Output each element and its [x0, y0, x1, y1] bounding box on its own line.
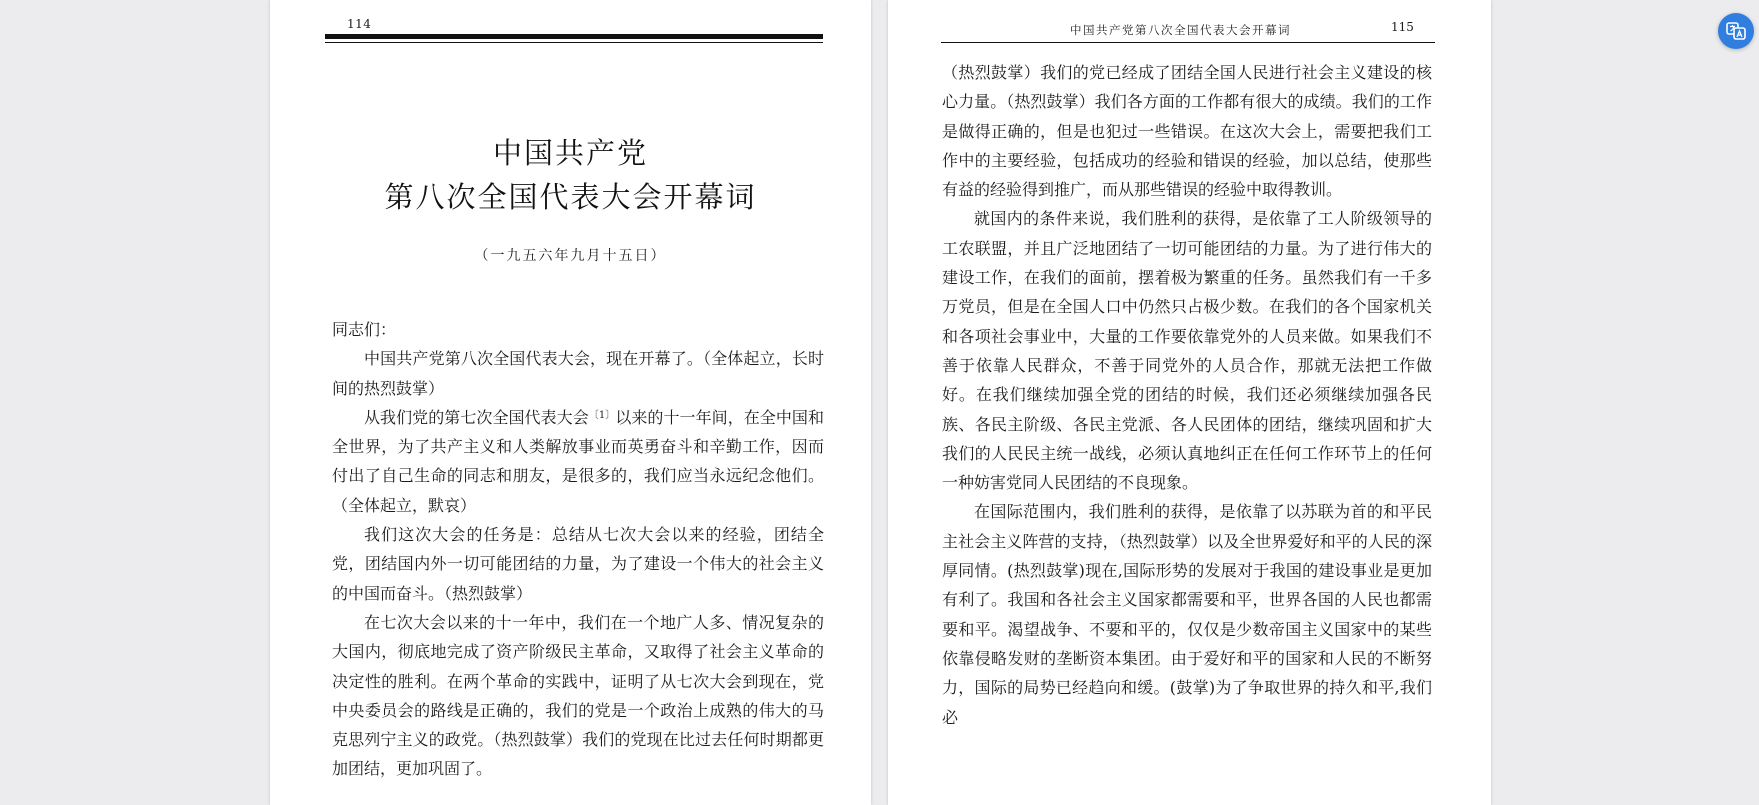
- paragraph: 在七次大会以来的十一年中，我们在一个地广人多、情况复杂的大国内，彻底地完成了资产阶级民主革命，又取得了社会主义革命的决定性的胜利。在两个革命的实践中，证明了从七次大会到现在，党中央委员会的路线是正确的，我们的党是一个政治上成熟的伟大的马克思列宁主义的政党。（热烈鼓掌）我们的党现在比过去任何时期都更加团结，更加巩固了。: [332, 612, 824, 779]
- salutation: 同志们：: [332, 320, 397, 339]
- header-rule-thin: [325, 42, 823, 43]
- paragraph: [332, 403, 824, 520]
- footnote-ref[interactable]: 〔1〕: [588, 409, 616, 421]
- paragraph-text: 以来的十一年间，在全中国和全世界，为了共产主义和人类解放事业而英勇奋斗和辛勤工作，因而付出了自己生命的同志和朋友，是很多的，我们应当永远纪念他们。（全体起立，默哀）: [332, 407, 824, 515]
- body-text-left: [332, 315, 824, 784]
- paragraph: 在国际范围内，我们胜利的获得，是依靠了以苏联为首的和平民主社会主义阵营的支持，（热烈鼓掌）以及全世界爱好和平的人民的深厚同情。(热烈鼓掌)现在,国际形势的发展对于我国的建设事业是更加有利了。我国和各社会主义国家都需要和平，世界各国的人民也都需要和平。渴望战争、不要和平的，仅仅是少数帝国主义国家中的某些依靠侵略发财的垄断资本集团。由于爱好和平的国家和人民的不断努力，国际的局势已经趋向和缓。(鼓掌)为了争取世界的持久和平,我们必: [942, 502, 1432, 727]
- document-date: （一九五六年九月十五日）: [474, 248, 667, 264]
- document-title-line2: 第八次全国代表大会开幕词: [384, 180, 757, 214]
- paragraph: 中国共产党第八次全国代表大会，现在开幕了。（全体起立，长时间的热烈鼓掌）: [332, 349, 824, 398]
- page-number: 114: [347, 17, 372, 31]
- header-rule-thick: [325, 34, 823, 39]
- translate-icon: [1725, 20, 1747, 42]
- page-number: 115: [1391, 20, 1414, 34]
- paragraph-text: 从我们党的第七次全国代表大会: [364, 407, 589, 427]
- translate-button[interactable]: [1718, 13, 1754, 49]
- running-head: 中国共产党第八次全国代表大会开幕词: [1070, 23, 1291, 37]
- page-114: [270, 0, 871, 805]
- document-title-line1: 中国共产党: [492, 136, 648, 170]
- paragraph: 就国内的条件来说，我们胜利的获得，是依靠了工人阶级领导的工农联盟，并且广泛地团结了一切可能团结的力量。为了进行伟大的建设工作，在我们的面前，摆着极为繁重的任务。虽然我们有一千多万党员，但是在全国人口中仍然只占极少数。在我们的各个国家机关和各项社会事业中，大量的工作要依靠党外的人员来做。如果我们不善于依靠人民群众，不善于同党外的人员合作，那就无法把工作做好。在我们继续加强全党的团结的时候，我们还必须继续加强各民族、各民主阶级、各民主党派、各人民团体的团结，继续巩固和扩大我们的人民民主统一战线，必须认真地纠正在任何工作环节上的任何一种妨害党同人民团结的不良现象。: [942, 209, 1432, 493]
- paragraph: （热烈鼓掌）我们的党已经成了团结全国人民进行社会主义建设的核心力量。（热烈鼓掌）我们各方面的工作都有很大的成绩。我们的工作是做得正确的，但是也犯过一些错误。在这次大会上，需要把我们工作中的主要经验，包括成功的经验和错误的经验，加以总结，使那些有益的经验得到推广，而从那些错误的经验中取得教训。: [942, 63, 1432, 200]
- header-rule: [941, 42, 1435, 43]
- page-115: [888, 0, 1491, 805]
- paragraph: 我们这次大会的任务是：总结从七次大会以来的经验，团结全党，团结国内外一切可能团结的力量，为了建设一个伟大的社会主义的中国而奋斗。（热烈鼓掌）: [332, 525, 824, 603]
- body-text-right: [942, 58, 1432, 732]
